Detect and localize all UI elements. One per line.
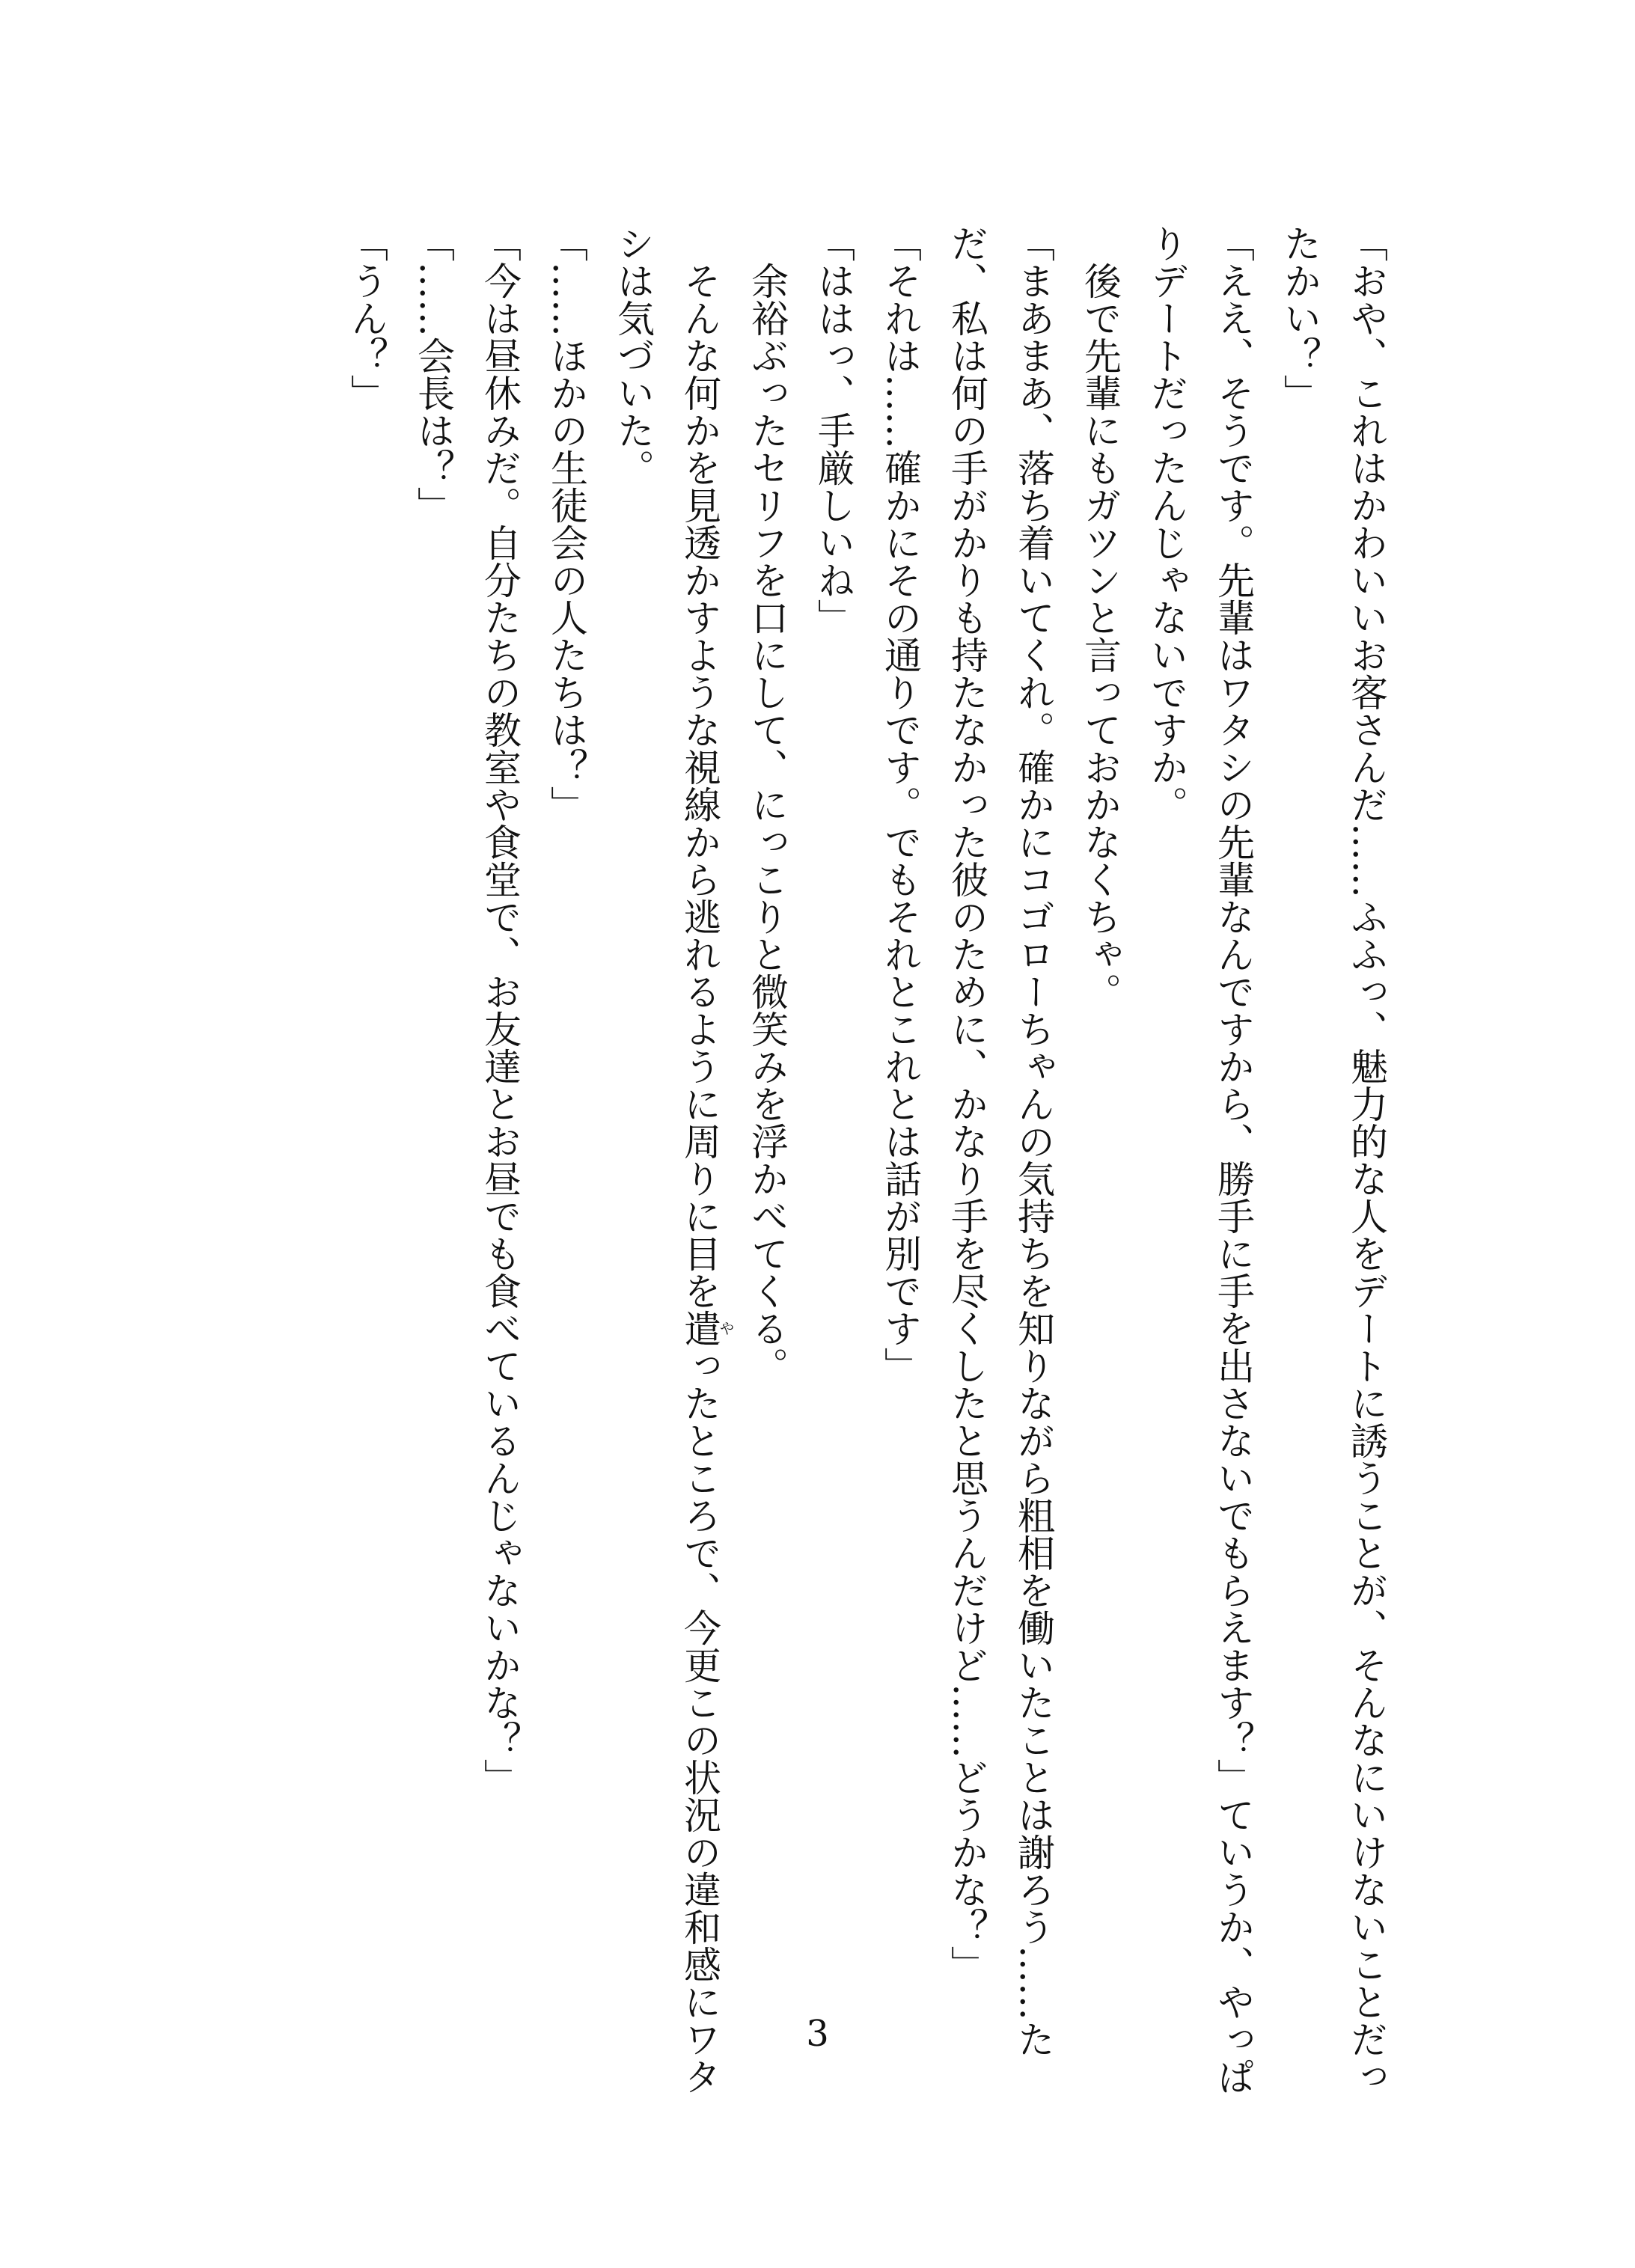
text-fragment: そんな何かを見透かすような視線から逃れるように周りに目を (678, 262, 721, 1309)
text-line: 「……ほかの生徒会の人たちは？」 (545, 224, 588, 823)
ruby-base: 遣 (678, 1309, 721, 1347)
text-line: 「ええ、そうです。先輩はワタシの先輩なんですから、勝手に手を出さないでもらえます？」ていうか、やっぱりデートだったんじゃないですか。 (1145, 224, 1255, 2095)
text-line: 「ははっ、手厳しいね」 (812, 224, 855, 636)
text-line: 「おや、これはかわいいお客さんだ……ふふっ、魅力的な人をデートに誘うことが、そんなにいけないことだったかい？」 (1278, 224, 1388, 2095)
text-fragment: ったところで、今更この状況の違和感にワタシは気づいた。 (611, 224, 721, 2095)
text-line: 「それは……確かにその通りです。でもそれとこれとは話が別です」 (878, 224, 922, 1384)
text-line: 「……会長は？」 (412, 224, 455, 524)
text-line: 「うん？」 (345, 224, 388, 412)
text-line-with-ruby (599, 224, 733, 2110)
text-line: 「まあまあ、落ち着いてくれ。確かにコゴローちゃんの気持ちを知りながら粗相を働いたことは謝ろう……ただ、私は何の手がかりも持たなかった彼のために、かなり手を尽くしたと思うんだけど……どうかな？」 (945, 224, 1055, 2058)
ruby-reading: や (717, 1309, 735, 1347)
text-line: 「今は昼休みだ。自分たちの教室や食堂で、お友達とお昼でも食べているんじゃないかな？」 (478, 224, 522, 1796)
page-number: 3 (806, 2013, 829, 2055)
text-line: 余裕ぶったセリフを口にして、にっこりと微笑みを浮かべてくる。 (745, 262, 789, 1384)
ruby-annotation (678, 1309, 735, 1347)
vertical-text-body (262, 224, 1399, 2110)
text-line: 後で先輩にもガツンと言っておかなくちゃ。 (1078, 262, 1122, 1010)
